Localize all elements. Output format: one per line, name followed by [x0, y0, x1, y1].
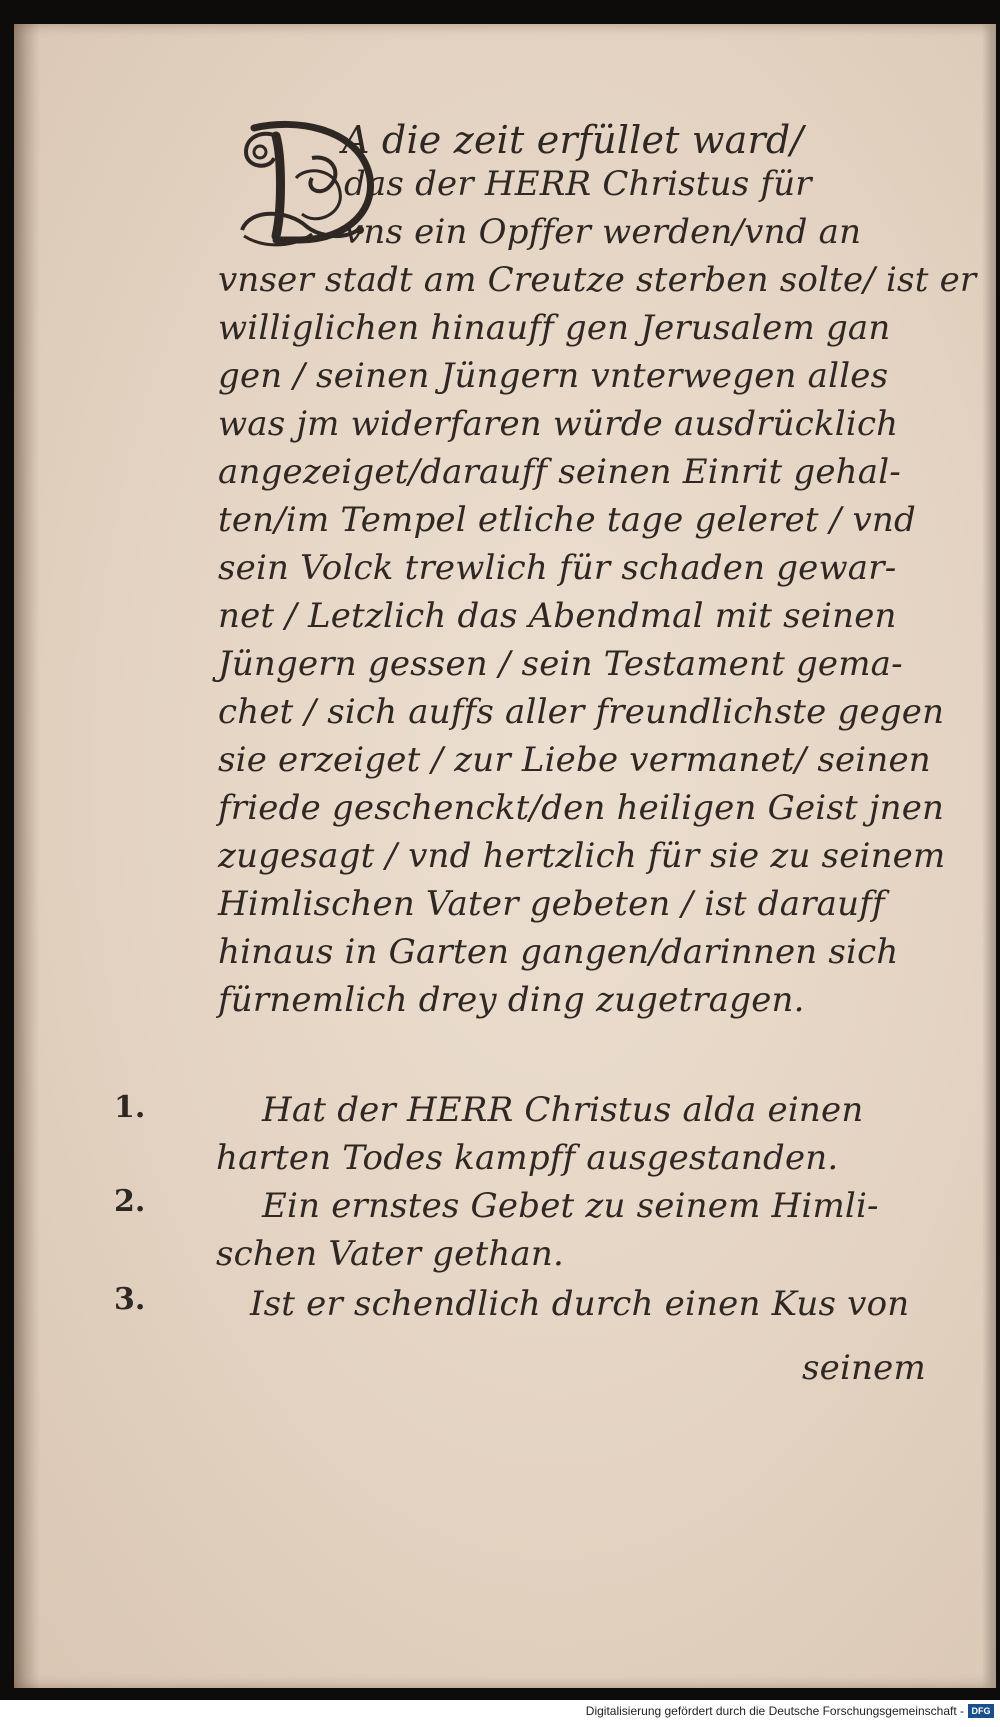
item-line: schen Vater gethan. [216, 1234, 564, 1274]
text-line: Jüngern gessen / sein Testament gema- [218, 644, 903, 684]
item-number: 3. [114, 1282, 146, 1317]
text-line: vnser stadt am Creutze sterben solte/ ist er [218, 260, 977, 300]
catchword: seinem [802, 1348, 926, 1388]
item-line: Ist er schendlich durch einen Kus von [250, 1284, 910, 1324]
funding-credit: Digitalisierung gefördert durch die Deutsche Forschungsgemeinschaft - [585, 1704, 964, 1718]
text-line: ten/im Tempel etliche tage geleret / vnd [218, 500, 916, 540]
text-line: net / Letzlich das Abendmal mit seinen [218, 596, 897, 636]
item-line: Ein ernstes Gebet zu seinem Himli- [262, 1186, 879, 1226]
item-number: 1. [114, 1090, 146, 1125]
item-line: harten Todes kampff ausgestanden. [216, 1138, 839, 1178]
page-edge [982, 24, 996, 1688]
item-number: 2. [114, 1184, 146, 1219]
gutter-shadow [14, 24, 40, 1688]
text-line: angezeiget/darauff seinen Einrit gehal- [218, 452, 901, 492]
text-line: das der HERR Christus für [344, 164, 812, 204]
text-line: was jm widerfaren würde ausdrücklich [218, 404, 899, 444]
footer-bar [0, 1700, 1000, 1727]
text-line: williglichen hinauff gen Jerusalem gan [218, 308, 891, 348]
text-line: fürnemlich drey ding zugetragen. [218, 980, 805, 1020]
book-page [14, 24, 996, 1688]
text-line: chet / sich auffs aller freundlichste gegen [218, 692, 945, 732]
text-line: sie erzeiget / zur Liebe vermanet/ seinen [218, 740, 931, 780]
text-line: vns ein Opffer werden/vnd an [344, 212, 862, 252]
text-line: zugesagt / vnd hertzlich für sie zu seinem [218, 836, 946, 876]
dfg-logo-icon: DFG [968, 1704, 994, 1718]
item-line: Hat der HERR Christus alda einen [262, 1090, 864, 1130]
text-line: sein Volck trewlich für schaden gewar- [218, 548, 897, 588]
text-line: friede geschenckt/den heiligen Geist jnen [218, 788, 945, 828]
text-line: gen / seinen Jüngern vnterwegen alles [218, 356, 889, 396]
text-line: Himlischen Vater gebeten / ist darauff [218, 884, 885, 924]
text-line: hinaus in Garten gangen/darinnen sich [218, 932, 899, 972]
first-line: A die zeit erfüllet ward/ [342, 118, 804, 162]
